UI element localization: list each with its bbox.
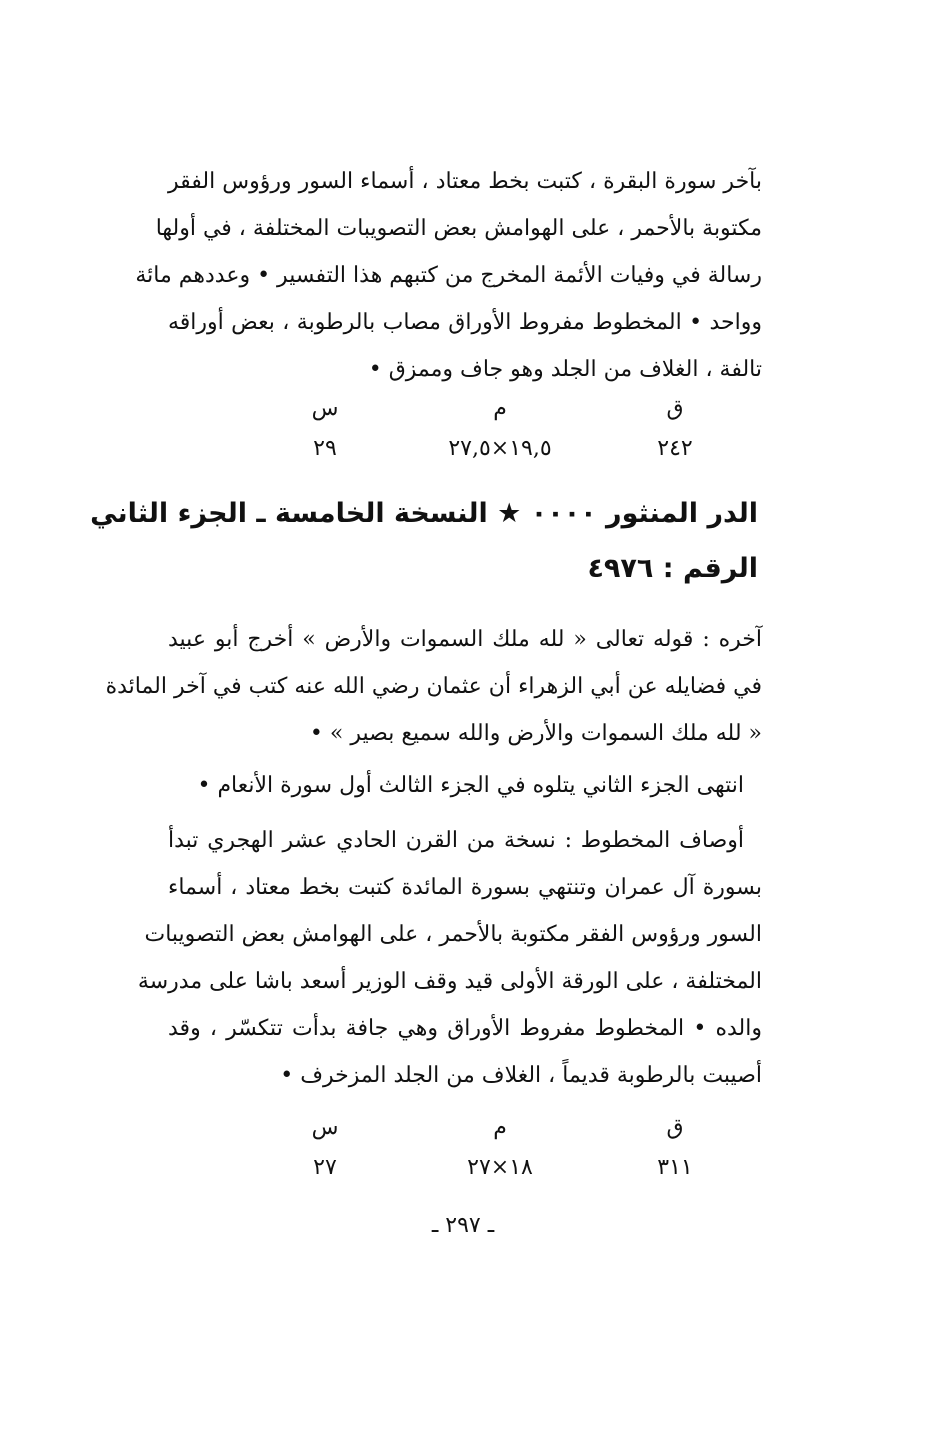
text-line: أوصاف المخطوط : نسخة من القرن الحادي عشر الهجري تبدأ <box>168 828 744 853</box>
dimension-header-lines: س <box>311 1114 339 1140</box>
dimension-value-size: ١٩,٥×٢٧,٥ <box>448 435 552 461</box>
dimension-value-leaves: ٢٤٢ <box>657 435 693 461</box>
dimensions-value-row <box>250 428 750 468</box>
text-line: رسالة في وفيات الأئمة المخرج من كتبهم هذا التفسير • وعددهم مائة <box>135 263 762 288</box>
text-line: أصيبت بالرطوبة قديماً ، الغلاف من الجلد المزخرف • <box>280 1063 762 1088</box>
text-line: « لله ملك السموات والأرض والله سميع بصير » • <box>309 721 762 746</box>
text-line: وواحد • المخطوط مفروط الأوراق مصاب بالرطوبة ، بعض أوراقه <box>168 310 762 335</box>
dimension-value-lines: ٢٩ <box>313 435 337 461</box>
dimension-header-size: م <box>493 1114 507 1140</box>
text-line: المختلفة ، على الورقة الأولى قيد وقف الوزير أسعد باشا على مدرسة <box>137 969 762 994</box>
entry-dimensions <box>250 1107 750 1187</box>
entry-number: الرقم : ٤٩٧٦ <box>587 553 758 584</box>
text-line: السور ورؤوس الفقر مكتوبة بالأحمر ، على الهوامش بعض التصويبات <box>144 922 762 947</box>
dimension-value-lines: ٢٧ <box>313 1154 337 1180</box>
text-line: مكتوبة بالأحمر ، على الهوامش بعض التصويبات المختلفة ، في أولها <box>155 216 762 241</box>
dimension-value-size: ١٨×٢٧ <box>467 1154 533 1180</box>
dimension-header-leaves: ق <box>666 395 684 421</box>
dimension-value-leaves: ٣١١ <box>657 1154 693 1180</box>
dimension-header-leaves: ق <box>666 1114 684 1140</box>
dimension-header-lines: س <box>311 395 339 421</box>
entry-title: الدر المنثور ٠٠٠٠ ★ النسخة الخامسة ـ الجزء الثاني <box>90 498 758 529</box>
page-number: ـ ٢٩٧ ـ <box>431 1213 495 1238</box>
text-line: بسورة آل عمران وتنتهي بسورة المائدة كتبت بخط معتاد ، أسماء <box>168 875 762 900</box>
dimension-header-size: م <box>493 395 507 421</box>
text-line: آخره : قوله تعالى « لله ملك السموات والأرض » أخرج أبو عبيد <box>168 627 762 652</box>
previous-entry-description <box>135 158 762 393</box>
previous-entry-dimensions <box>250 388 750 468</box>
text-line: انتهى الجزء الثاني يتلوه في الجزء الثالث أول سورة الأنعام • <box>197 773 744 798</box>
dimensions-header-row <box>250 1107 750 1147</box>
text-line: تالفة ، الغلاف من الجلد وهو جاف وممزق • <box>368 357 762 382</box>
manuscript-description <box>137 817 762 1099</box>
dimensions-value-row <box>250 1147 750 1187</box>
dimensions-header-row <box>250 388 750 428</box>
text-line: في فضايله عن أبي الزهراء أن عثمان رضي الله عنه كتب في آخر المائدة <box>105 674 762 699</box>
text-line: والده • المخطوط مفروط الأوراق وهي جافة بدأت تتكسّر ، وقد <box>168 1016 762 1041</box>
text-line: بآخر سورة البقرة ، كتبت بخط معتاد ، أسماء السور ورؤوس الفقر <box>168 169 762 194</box>
entry-continuation-note <box>168 762 762 809</box>
entry-ending-description <box>105 616 762 757</box>
